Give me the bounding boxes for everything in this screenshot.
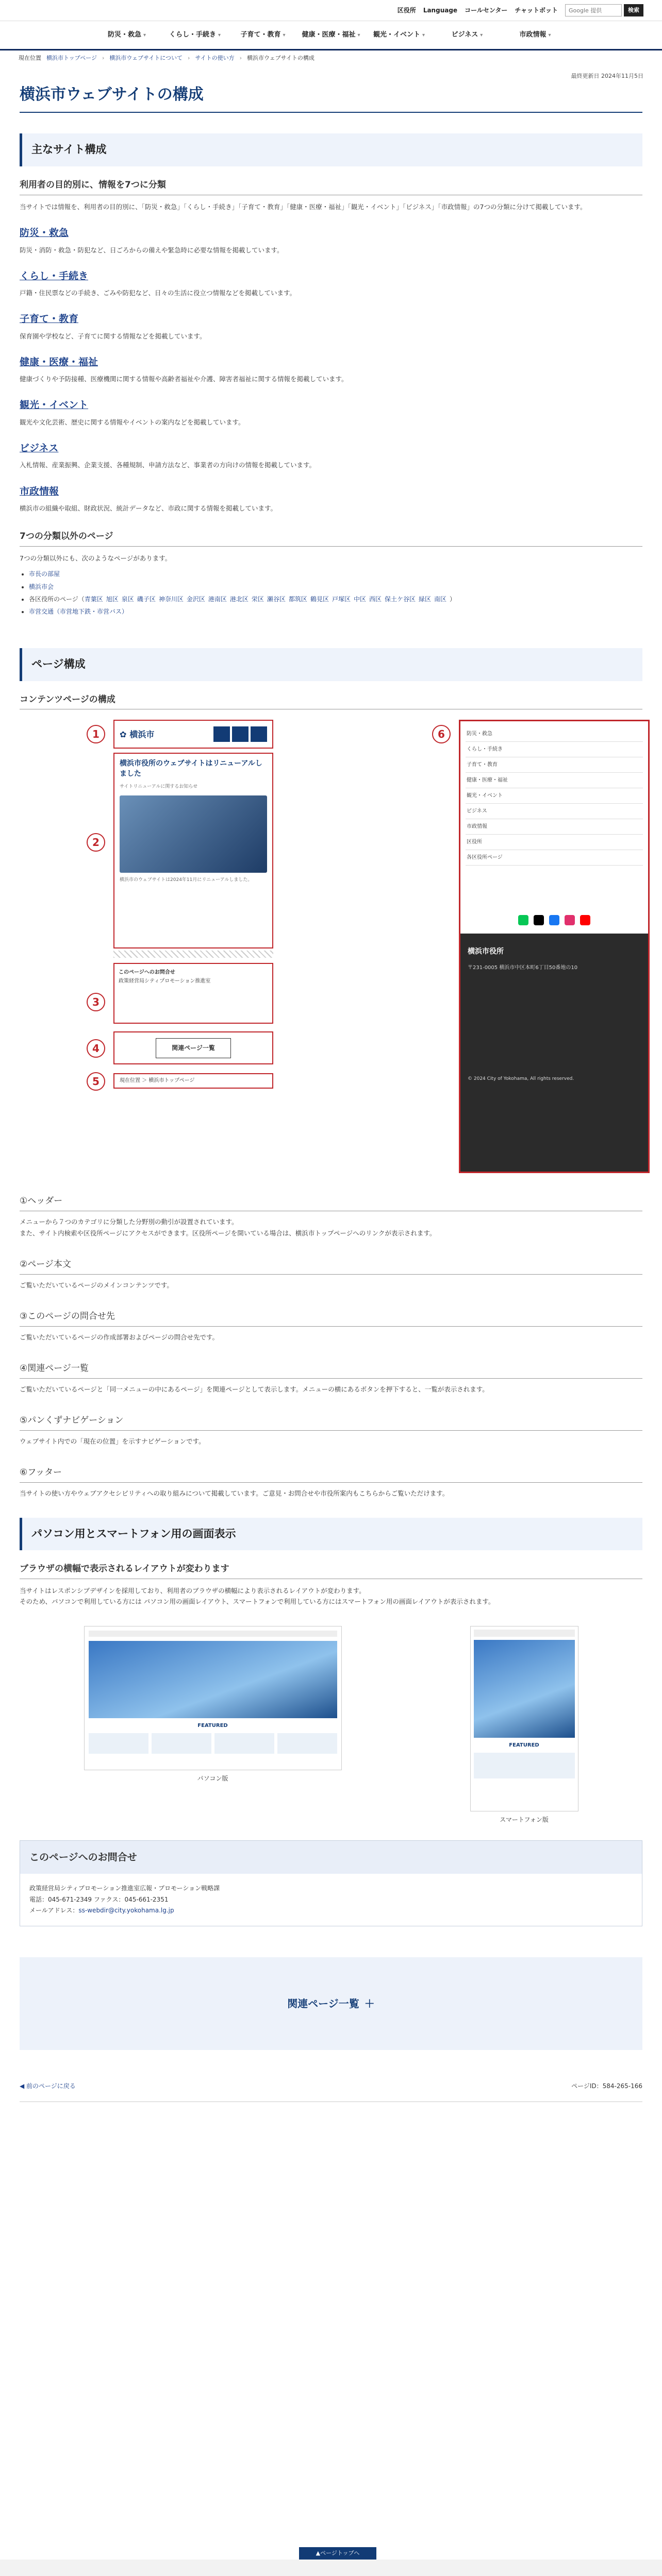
mock-footer <box>459 720 650 1173</box>
mock-header-buttons <box>213 726 267 742</box>
subsection-heading: 利用者の目的別に、情報を7つに分類 <box>20 178 642 195</box>
mock-menu-item: くらし・手続き <box>466 742 643 757</box>
kuyakusho-link[interactable]: 区役所 <box>397 6 416 14</box>
item-title: ④関連ページ一覧 <box>20 1361 642 1379</box>
number-badge-3: 3 <box>87 993 105 1011</box>
mock-header <box>113 720 273 749</box>
pc-label: パソコン版 <box>197 1774 228 1782</box>
category-heading <box>20 268 642 284</box>
mock-inquiry-title: このページへのお問合せ <box>119 970 175 976</box>
chatbot-link[interactable]: チャットボット <box>515 6 558 14</box>
category-heading <box>20 311 642 327</box>
global-nav <box>0 21 662 50</box>
category-desc: 健康づくりや予防接種、医療機関に関する情報や高齢者福祉や介護、障害者福祉に関する情報を掲載しています。 <box>20 375 348 383</box>
gnav-item-kenkou[interactable] <box>297 21 365 49</box>
page-title: 横浜市ウェブサイトの構成 <box>20 81 642 113</box>
mock-footer-address: 〒231-0005 横浜市中区本町6丁目50番地の10 <box>468 965 578 971</box>
ward-link[interactable]: 青葉区 <box>84 596 103 603</box>
gnav-item-kurashi[interactable] <box>161 21 229 49</box>
breadcrumb-separator: › <box>188 55 190 62</box>
mock-breadcrumb: 現在位置 ＞ 横浜市トップページ <box>113 1073 273 1089</box>
number-badge-1: 1 <box>87 725 105 743</box>
inquiry-tel: 電話：045-671-2349 ファクス：045-661-2351 <box>29 1895 169 1903</box>
gnav-item-business[interactable] <box>433 21 501 49</box>
category-heading <box>20 225 642 241</box>
mock-menu-item: 区役所 <box>466 835 643 850</box>
mock-menu-item: 健康・医療・福祉 <box>466 773 643 788</box>
footer-menu <box>0 2560 662 2576</box>
mock-menu-item: 観光・イベント <box>466 788 643 804</box>
breadcrumb-separator: › <box>239 55 242 62</box>
pc-hero-image <box>89 1641 337 1718</box>
ward-link[interactable]: 緑区 <box>419 596 432 603</box>
ward-link[interactable]: 西区 <box>369 596 382 603</box>
list-item <box>29 569 642 579</box>
mock-related <box>113 1031 273 1064</box>
mail-label: メールアドレス： <box>29 1907 79 1914</box>
mock-menu-item: ビジネス <box>466 804 643 819</box>
chevron-down-icon: ▾ <box>283 32 286 38</box>
inquiry-body <box>20 1874 642 1926</box>
category-link-kankou[interactable]: 観光・イベント <box>20 399 89 411</box>
chevron-down-icon: ▾ <box>422 32 425 38</box>
mock-logo-text: 横浜市 <box>129 729 155 739</box>
ward-link[interactable]: 中区 <box>353 596 366 603</box>
list-item <box>29 582 642 592</box>
mock-search-icon <box>213 726 230 742</box>
phone-mockup <box>113 720 273 1116</box>
breadcrumb <box>0 50 662 66</box>
instagram-icon <box>565 915 575 925</box>
wards-prefix: 各区役所のページ（ <box>29 596 85 603</box>
pc-featured-label: FEATURED <box>197 1722 228 1728</box>
transport-link[interactable]: 市営交通（市営地下鉄・市営バス） <box>29 608 128 616</box>
mock-menu-item: 子育て・教育 <box>466 757 643 773</box>
mock-menu-item: 各区役所ページ <box>466 850 643 866</box>
pc-cards <box>89 1733 337 1754</box>
category-heading <box>20 483 642 500</box>
mock-content <box>113 753 273 948</box>
gnav-label: 防災・救急 <box>107 31 141 39</box>
search-box <box>565 4 643 17</box>
mock-page-title: 横浜市役所のウェブサイトはリニューアルしました <box>120 759 262 778</box>
chevron-down-icon: ▾ <box>357 32 360 38</box>
breadcrumb-current: 横浜市ウェブサイトの構成 <box>247 55 315 62</box>
explanation-item <box>20 1309 642 1343</box>
gnav-label: 市政情報 <box>519 31 547 39</box>
mock-footer-info <box>460 934 648 1090</box>
ward-link[interactable]: 瀬谷区 <box>267 596 286 603</box>
item-title: ①ヘッダー <box>20 1194 642 1211</box>
gnav-item-kosodate[interactable] <box>229 21 297 49</box>
main-content <box>0 81 662 2102</box>
item-desc: ウェブサイト内での「現在の位置」を示すナビゲーションです。 <box>20 1437 205 1446</box>
related-pages-label: 関連ページ一覧 <box>287 1997 359 2010</box>
explanation-item <box>20 1413 642 1447</box>
mock-menu-item: 防災・救急 <box>466 726 643 742</box>
gnav-item-kankou[interactable] <box>365 21 433 49</box>
sp-featured-label: FEATURED <box>509 1742 539 1748</box>
ward-links <box>85 596 450 603</box>
gnav-label: くらし・手続き <box>169 31 216 39</box>
breadcrumb-label: 現在位置 <box>19 55 41 62</box>
explanation-item <box>20 1361 642 1395</box>
mock-inquiry <box>113 963 273 1024</box>
page-top-button[interactable] <box>299 2547 376 2560</box>
explanation-item <box>20 1257 642 1291</box>
mail-link[interactable]: ss-webdir@city.yokohama.lg.jp <box>78 1907 174 1914</box>
section-heading: 主なサイト構成 <box>20 133 642 166</box>
arrow-left-icon: ◀ <box>20 2082 27 2090</box>
youtube-icon <box>580 915 590 925</box>
mock-menu-item: 市政情報 <box>466 819 643 835</box>
mock-menu-icon <box>251 726 267 742</box>
mock-link: サイトリニューアルに関するお知らせ <box>120 784 198 789</box>
mock-copyright: © 2024 City of Yokohama, All rights reserved. <box>468 1076 574 1082</box>
ward-link[interactable]: 神奈川区 <box>158 596 184 603</box>
mock-inquiry-text: 政策経営局シティプロモーション推進室 <box>119 978 211 985</box>
gnav-label: 健康・医療・福祉 <box>302 31 356 39</box>
pc-card <box>277 1733 337 1754</box>
ward-link[interactable]: 磯子区 <box>137 596 156 603</box>
back-label: 前のページに戻る <box>26 2082 76 2090</box>
category-heading <box>20 354 642 370</box>
category-desc: 観光や文化芸術、歴史に関する情報やイベントの案内などを掲載しています。 <box>20 418 245 426</box>
mock-divider <box>113 951 273 958</box>
number-badge-4: 4 <box>87 1039 105 1058</box>
responsive-text-2: そのため、パソコンで利用している方には パソコン用の画面レイアウト、スマートフォンで利用している方にはスマートフォン用の画面レイアウトが表示されます。 <box>20 1598 495 1606</box>
gnav-label: ビジネス <box>451 31 478 39</box>
category-heading <box>20 397 642 413</box>
other-intro: 7つの分類以外にも、次のようなページがあります。 <box>20 554 172 563</box>
category-link-kurashi[interactable]: くらし・手続き <box>20 270 89 282</box>
chevron-down-icon: ▾ <box>480 32 483 38</box>
page-top-label: ページトップへ <box>320 2550 360 2556</box>
mock-related-button: 関連ページ一覧 <box>156 1038 231 1058</box>
explanation-item <box>20 1194 642 1238</box>
last-updated: 最終更新日 2024年11月5日 <box>571 72 643 79</box>
arrow-up-icon: ▲ <box>316 2550 321 2556</box>
x-icon <box>534 915 544 925</box>
page-id: ページID：584-265-166 <box>571 2082 642 2090</box>
ward-link[interactable]: 戸塚区 <box>332 596 351 603</box>
number-badge-5: 5 <box>87 1072 105 1091</box>
inquiry-title: このページへのお問合せ <box>20 1841 642 1874</box>
item-title: ⑥フッター <box>20 1465 642 1483</box>
item-title: ③このページの問合せ先 <box>20 1309 642 1327</box>
mock-footer-menu <box>460 721 648 907</box>
category-desc: 保育園や学校など、子育てに関する情報などを掲載しています。 <box>20 332 206 340</box>
inquiry-box <box>20 1840 642 1926</box>
list-item <box>29 606 642 617</box>
number-badge-6: 6 <box>432 725 451 743</box>
sp-mock-header <box>474 1630 575 1637</box>
breadcrumb-link[interactable]: サイトの使い方 <box>195 55 235 62</box>
gnav-item-bousai[interactable] <box>93 21 161 49</box>
category-link-shisei[interactable]: 市政情報 <box>20 485 59 497</box>
item-desc: ご覧いただいているページの作成部署およびページの問合せ先です。 <box>20 1333 219 1341</box>
pc-mock-nav <box>89 1631 337 1637</box>
utility-bar <box>0 0 662 21</box>
pc-card <box>152 1733 211 1754</box>
mock-ward-icon <box>232 726 249 742</box>
sp-screenshot <box>470 1626 578 1825</box>
layout-screenshots <box>20 1626 642 1825</box>
ward-link[interactable]: 泉区 <box>121 596 134 603</box>
item-desc: 当サイトの使い方やウェブアクセシビリティへの取り組みについて掲載しています。ご意見・お問合せや市役所案内もこちらからご覧いただけます。 <box>20 1489 449 1498</box>
mock-logo: ✿ 横浜市 <box>120 727 154 741</box>
category-desc: 横浜市の組織や取組、財政状況、統計データなど、市政に関する情報を掲載しています。 <box>20 504 277 512</box>
gnav-item-shisei[interactable] <box>501 21 569 49</box>
sp-label: スマートフォン版 <box>500 1816 549 1823</box>
inquiry-mail <box>29 1905 633 1917</box>
gnav-label: 子育て・教育 <box>240 31 281 39</box>
chevron-down-icon: ▾ <box>218 32 221 38</box>
pc-card <box>214 1733 274 1754</box>
item-title: ⑤パンくずナビゲーション <box>20 1413 642 1431</box>
category-link-kosodate[interactable]: 子育て・教育 <box>20 313 79 325</box>
sp-mockup <box>470 1626 578 1811</box>
subsection-heading: ブラウザの横幅で表示されるレイアウトが変わります <box>20 1562 642 1579</box>
item-desc: ご覧いただいているページのメインコンテンツです。 <box>20 1281 173 1289</box>
sp-hero-image <box>474 1640 575 1738</box>
search-input[interactable] <box>565 4 622 16</box>
mayor-link[interactable]: 市長の部屋 <box>29 570 60 578</box>
ward-link[interactable]: 港北区 <box>229 596 249 603</box>
page-structure-figure <box>20 720 642 1178</box>
intro-text: 当サイトでは情報を、利用者の目的別に、「防災・救急」「くらし・手続き」「子育て・教育」「健康・医療・福祉」「観光・イベント」「ビジネス」「市政情報」の7つの分類に分けて掲載しています。 <box>20 203 587 211</box>
search-button[interactable]: 検索 <box>624 4 643 17</box>
pc-mockup <box>84 1626 342 1770</box>
line-icon <box>518 915 528 925</box>
section-heading: パソコン用とスマートフォン用の画面表示 <box>20 1518 642 1551</box>
facebook-icon <box>549 915 559 925</box>
plus-icon: ＋ <box>364 1997 375 2010</box>
category-link-bousai[interactable]: 防災・救急 <box>20 227 69 239</box>
related-pages-button[interactable] <box>20 1957 642 2050</box>
chevron-down-icon: ▾ <box>548 32 551 38</box>
category-desc: 入札情報、産業振興、企業支援、各種規制、申請方法など、事業者の方向けの情報を掲載しています。 <box>20 461 316 469</box>
pc-screenshot <box>84 1626 342 1825</box>
breadcrumb-link[interactable]: 横浜市ウェブサイトについて <box>109 55 183 62</box>
responsive-text-1: 当サイトはレスポンシブデザインを採用しており、利用者のブラウザの横幅により表示されるレイアウトが変わります。 <box>20 1587 366 1595</box>
mock-footer-name: 横浜市役所 <box>468 947 504 956</box>
chevron-down-icon: ▾ <box>143 32 146 38</box>
breadcrumb-separator: › <box>102 55 105 62</box>
other-pages-list <box>20 569 642 617</box>
mock-sns-icons <box>460 907 648 934</box>
section-heading: ページ構成 <box>20 648 642 681</box>
mock-body-text: 横浜市のウェブサイトは2024年11月にリニューアルしました。 <box>120 877 253 883</box>
number-badge-2: 2 <box>87 833 105 852</box>
inquiry-org: 政策経営局シティプロモーション推進室広報・プロモーション戦略課 <box>29 1885 220 1892</box>
breadcrumb-link[interactable]: 横浜市トップページ <box>46 55 97 62</box>
item-desc: ご覧いただいているページと「同一メニューの中にあるページ」を関連ページとして表示します。メニューの横にあるボタンを押下すると、一覧が表示されます。 <box>20 1385 489 1393</box>
category-link-kenkou[interactable]: 健康・医療・福祉 <box>20 356 98 368</box>
gnav-label: 観光・イベント <box>373 31 420 39</box>
explanation-item <box>20 1465 642 1499</box>
sp-card <box>474 1753 575 1778</box>
back-link[interactable] <box>20 2081 76 2091</box>
item-title: ②ページ本文 <box>20 1257 642 1275</box>
ward-link[interactable]: 旭区 <box>106 596 119 603</box>
category-heading <box>20 440 642 456</box>
language-link[interactable]: Language <box>423 6 458 14</box>
subsection-heading: 7つの分類以外のページ <box>20 529 642 547</box>
ward-link[interactable]: 鶴見区 <box>310 596 329 603</box>
category-desc: 戸籍・住民票などの手続き、ごみや防犯など、日々の生活に役立つ情報などを掲載しています。 <box>20 289 296 297</box>
council-link[interactable]: 横浜市会 <box>29 583 54 590</box>
ward-link[interactable]: 保土ケ谷区 <box>385 596 416 603</box>
ward-link[interactable]: 南区 <box>434 596 447 603</box>
call-center-link[interactable]: コールセンター <box>465 6 508 14</box>
wards-suffix: ） <box>450 596 456 603</box>
mock-photo <box>120 795 267 873</box>
back-line <box>20 2071 642 2102</box>
subsection-heading: コンテンツページの構成 <box>20 692 642 710</box>
list-item <box>29 594 642 604</box>
ward-link[interactable]: 栄区 <box>251 596 264 603</box>
ward-link[interactable]: 金沢区 <box>186 596 205 603</box>
category-desc: 防災・消防・救急・防犯など、日ごろからの備えや緊急時に必要な情報を掲載しています。 <box>20 246 284 254</box>
item-desc: メニューから７つのカテゴリに分類した分野別の動引が設置されています。 また、サイト内検索や区役所ページにアクセスができます。区役所ページを開いている場合は、横浜市トップページへのリンクが表示されます。 <box>20 1218 436 1237</box>
ward-link[interactable]: 都筑区 <box>288 596 307 603</box>
ward-link[interactable]: 港南区 <box>208 596 227 603</box>
pc-card <box>89 1733 148 1754</box>
category-link-business[interactable]: ビジネス <box>20 443 59 454</box>
